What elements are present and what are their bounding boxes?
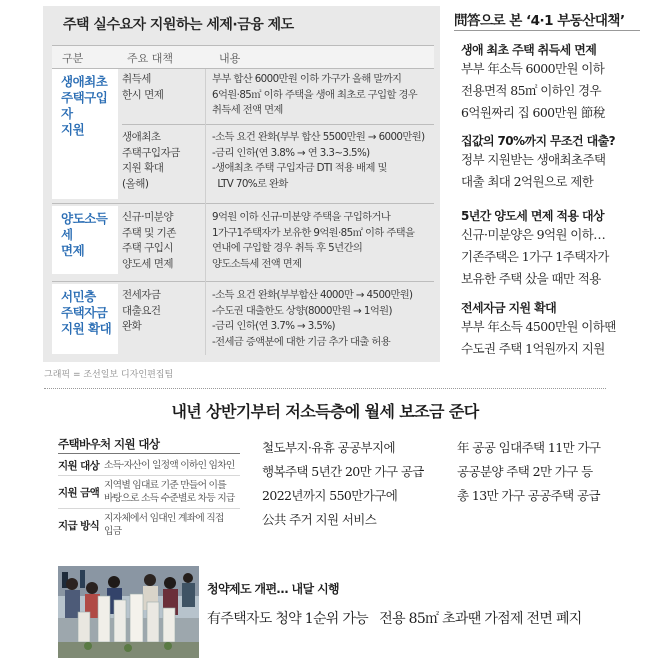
column-divider xyxy=(205,69,206,355)
content-capital-gains: 9억원 이하 신규·미분양 주택을 구입하거나 1가구1주택자가 보유한 9억원·85㎡ 이하 주택을 연내에 구입할 경우 취득 후 5년간의 양도소득세 전액 면제 xyxy=(212,211,415,270)
header-measure: 주요 대책 xyxy=(127,52,174,65)
row-divider xyxy=(122,124,434,125)
measure-capital-gains: 신규·미분양 주택 및 기존 주택 구입시 양도세 면제 xyxy=(122,211,176,270)
apartment-model-crowd-photo xyxy=(58,566,199,658)
qa-title: 問答으로 본 ‘4·1 부동산대책’ xyxy=(454,13,625,29)
qa-answer: 부부 年소득 4500만원 이하땐 수도권 주택 1억원까지 지원 xyxy=(461,319,616,356)
content-purchase-loan: -소득 요건 완화(부부 합산 5500만원 → 6000만원) -금리 인하(연 3.8% → 연 3.3~3.5%) -생애최초 주택 구입자금 DTI 적용 배제 및 LTV 70%로 완화 xyxy=(212,131,425,190)
table-header-row xyxy=(52,45,434,69)
voucher-row-divider xyxy=(58,508,240,509)
qa-question: 집값의 70%까지 무조건 대출? xyxy=(461,134,615,148)
category-low-income-loan: 서민층 주택자금 지원 확대 xyxy=(52,284,118,354)
subscription-subhead: 청약제도 개편… 내달 시행 xyxy=(207,582,340,596)
subscription-headline: 有주택자도 청약 1순위 가능 전용 85㎡ 초과땐 가점제 전면 폐지 xyxy=(207,611,582,627)
public-housing-column: 年 공공 임대주택 11만 가구 공공분양 주택 2만 가구 등 총 13만 가구 공공주택 공급 xyxy=(457,440,601,503)
qa-question: 전세자금 지원 확대 xyxy=(461,301,557,315)
row-divider xyxy=(52,203,434,204)
qa-title-rule xyxy=(454,30,640,31)
voucher-label: 지원 금액 xyxy=(58,487,100,499)
voucher-box-title: 주택바우처 지원 대상 xyxy=(58,437,160,451)
measure-jeonse-loan: 전세자금 대출요건 완화 xyxy=(122,289,161,332)
qa-answer: 정부 지원받는 생애최초주택 대출 최대 2억원으로 제한 xyxy=(461,152,606,189)
measure-purchase-loan: 생애최초 주택구입자금 지원 확대 (올해) xyxy=(122,131,180,190)
voucher-label: 지원 대상 xyxy=(58,460,100,472)
voucher-text: 소득·자산이 일정액 이하인 임차인 xyxy=(104,460,235,471)
category-capital-gains: 양도소득세 면제 xyxy=(52,206,118,274)
voucher-label: 지급 방식 xyxy=(58,520,100,532)
policy-table-title: 주택 실수요자 지원하는 세제·금융 제도 xyxy=(63,17,294,33)
qa-question: 5년간 양도세 면제 적용 대상 xyxy=(461,209,604,223)
qa-answer: 신규·미분양은 9억원 이하… 기존주택은 1가구 1주택자가 보유한 주택 샀을 때만 적용 xyxy=(461,227,609,286)
voucher-text: 지역별 임대료 기준 만들어 이를 바탕으로 소득 수준별로 차등 지급 xyxy=(104,480,235,504)
category-first-home: 생애최초 주택구입자 지원 xyxy=(52,69,118,199)
content-jeonse-loan: -소득 요건 완화(부부합산 4000만 → 4500만원) -수도권 대출한도 상향(8000만원 → 1억원) -금리 인하(연 3.7% → 3.5%) -전세금 증액분에 대한 기금 추가 대출 허용 xyxy=(212,289,413,348)
header-content: 내용 xyxy=(219,52,241,65)
rent-subsidy-headline: 내년 상반기부터 저소득층에 월세 보조금 준다 xyxy=(171,402,479,421)
section-divider xyxy=(44,388,606,389)
voucher-row-divider xyxy=(58,475,240,476)
voucher-text: 지자체에서 임대인 계좌에 직접 입금 xyxy=(104,513,224,537)
measure-acquisition-tax: 취득세 한시 면제 xyxy=(122,73,164,101)
voucher-title-rule xyxy=(58,453,240,454)
content-acquisition-tax: 부부 합산 6000만원 이하 가구가 올해 말까지 6억원·85㎡ 이하 주택을 생애 최초로 구입할 경우 취득세 전액 면제 xyxy=(212,73,418,116)
graphic-credit: 그래픽 = 조선일보 디자인편집팀 xyxy=(44,370,174,380)
qa-answer: 부부 年소득 6000만원 이하 전용면적 85㎡ 이하인 경우 6억원짜리 집 600만원 節稅 xyxy=(461,61,605,120)
qa-question: 생애 최초 주택 취득세 면제 xyxy=(461,43,597,57)
happy-housing-column: 철도부지·유휴 공공부지에 행복주택 5년간 20만 가구 공급 2022년까지 550만가구에 公共 주거 지원 서비스 xyxy=(262,440,424,527)
header-category: 구분 xyxy=(62,52,84,65)
row-divider xyxy=(52,281,434,282)
